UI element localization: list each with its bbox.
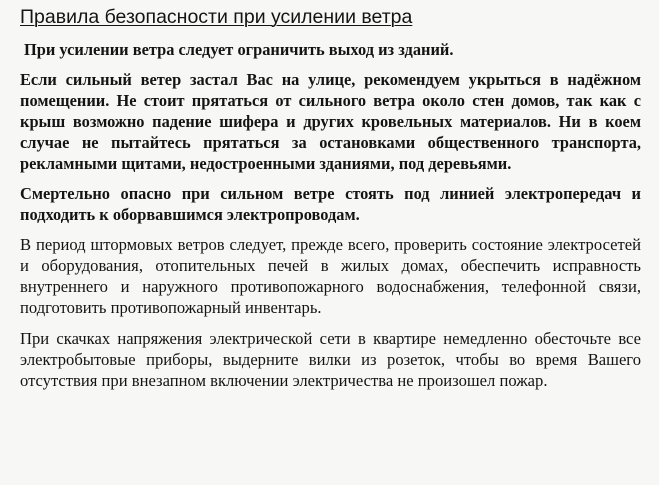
paragraph-storm-preparation: В период штормовых ветров следует, прежде всего, проверить состояние электросетей и оборудования, отопительных печей в жилых домах, обеспечить исправность внутреннего и наружного противопожарного водоснабжения, телефонной связи, подготовить противопожарный инвентарь. <box>20 235 641 317</box>
paragraph-voltage-surges: При скачках напряжения электрической сети в квартире немедленно обесточьте все электробытовые приборы, выдерните вилки из розеток, чтобы во время Вашего отсутствия при внезапном включении электричества не произошел пожар. <box>20 329 641 390</box>
paragraph-power-lines-danger: Смертельно опасно при сильном ветре стоять под линией электропередач и подходить к оборвавшимся электропроводам. <box>20 184 641 224</box>
paragraph-limit-going-out: При усилении ветра следует ограничить выход из зданий. <box>24 40 454 59</box>
paragraph-shelter-outdoors: Если сильный ветер застал Вас на улице, рекомендуем укрыться в надёжном помещении. Не стоит прятаться от сильного ветра около стен домов, так как с крыш возможно падение шифера и других кровельных материалов. Ни в коем случае не пытайтесь прятаться за остановками общественного транспорта, рекламными щитами, недостроенными зданиями, под деревьями. <box>20 70 641 173</box>
document-title: Правила безопасности при усилении ветра <box>20 6 413 28</box>
